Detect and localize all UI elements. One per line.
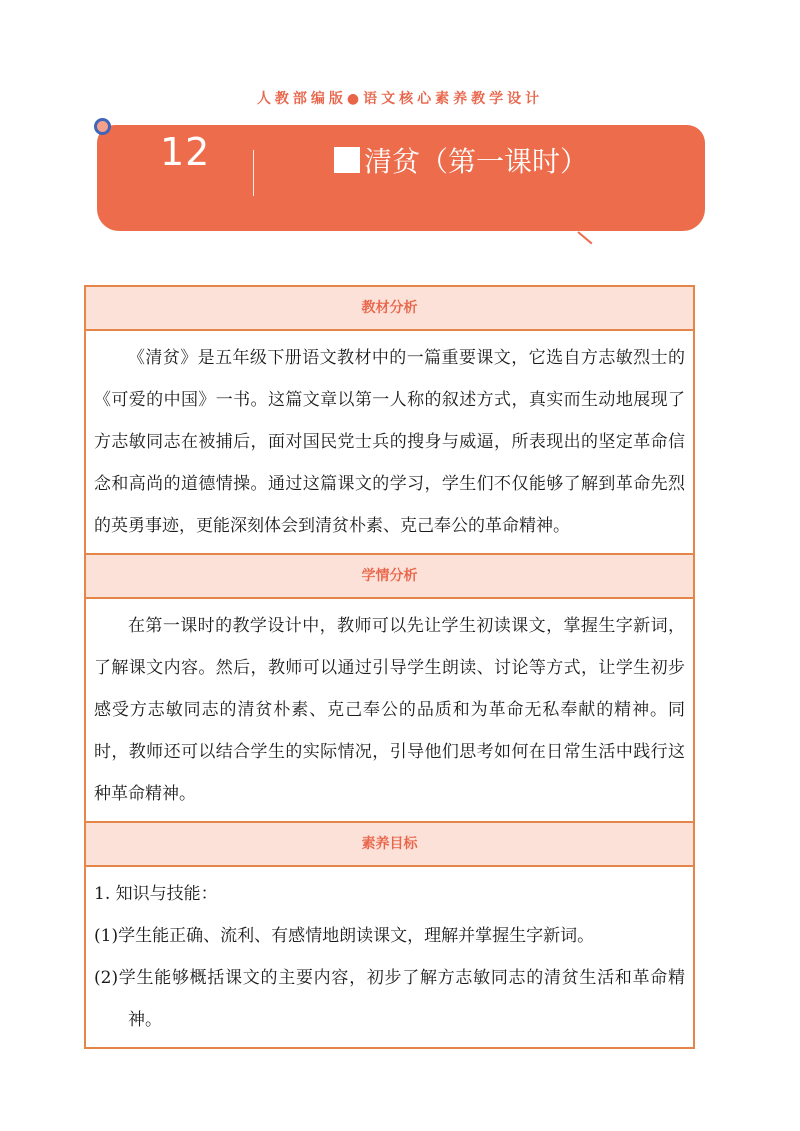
banner-dot-icon bbox=[94, 118, 111, 135]
section-title-literacy-goals: 素养目标 bbox=[86, 823, 693, 867]
lesson-plan-table bbox=[84, 285, 695, 1049]
goal-heading: 1. 知识与技能： bbox=[94, 884, 218, 904]
section-body-student-analysis bbox=[86, 599, 693, 823]
student-analysis-paragraph: 在第一课时的教学设计中，教师可以先让学生初读课文，掌握生字新词，了解课文内容。然后，教师可以通过引导学生朗读、讨论等方式，让学生初步感受方志敏同志的清贫朴素、克己奉公的品质和为革命无私奉献的精神。同时，教师还可以结合学生的实际情况，引导他们思考如何在日常生活中践行这种革命精神。 bbox=[94, 616, 685, 804]
banner-divider bbox=[253, 150, 254, 196]
square-icon bbox=[334, 147, 360, 173]
section-body-literacy-goals bbox=[86, 867, 693, 1047]
section-title-student-analysis: 学情分析 bbox=[86, 555, 693, 599]
lesson-title-row bbox=[334, 140, 588, 180]
section-title-textbook-analysis: 教材分析 bbox=[86, 287, 693, 331]
series-header: 人教部编版●语文核心素养教学设计 bbox=[256, 91, 544, 107]
section-body-textbook-analysis bbox=[86, 331, 693, 555]
textbook-analysis-paragraph: 《清贫》是五年级下册语文教材中的一篇重要课文，它选自方志敏烈士的《可爱的中国》一书。这篇文章以第一人称的叙述方式，真实而生动地展现了方志敏同志在被捕后，面对国民党士兵的搜身与威逼，所表现出的坚定革命信念和高尚的道德情操。通过这篇课文的学习，学生们不仅能够了解到革命先烈的英勇事迹，更能深刻体会到清贫朴素、克己奉公的革命精神。 bbox=[94, 348, 685, 536]
goal-item: (2)学生能够概括课文的主要内容，初步了解方志敏同志的清贫生活和革命精神。 bbox=[94, 968, 685, 1030]
goal-item: (1)学生能正确、流利、有感情地朗读课文，理解并掌握生字新词。 bbox=[94, 926, 595, 946]
banner-tick bbox=[577, 231, 592, 244]
lesson-title: 清贫（第一课时） bbox=[364, 145, 589, 178]
lesson-number: 12 bbox=[160, 130, 211, 174]
